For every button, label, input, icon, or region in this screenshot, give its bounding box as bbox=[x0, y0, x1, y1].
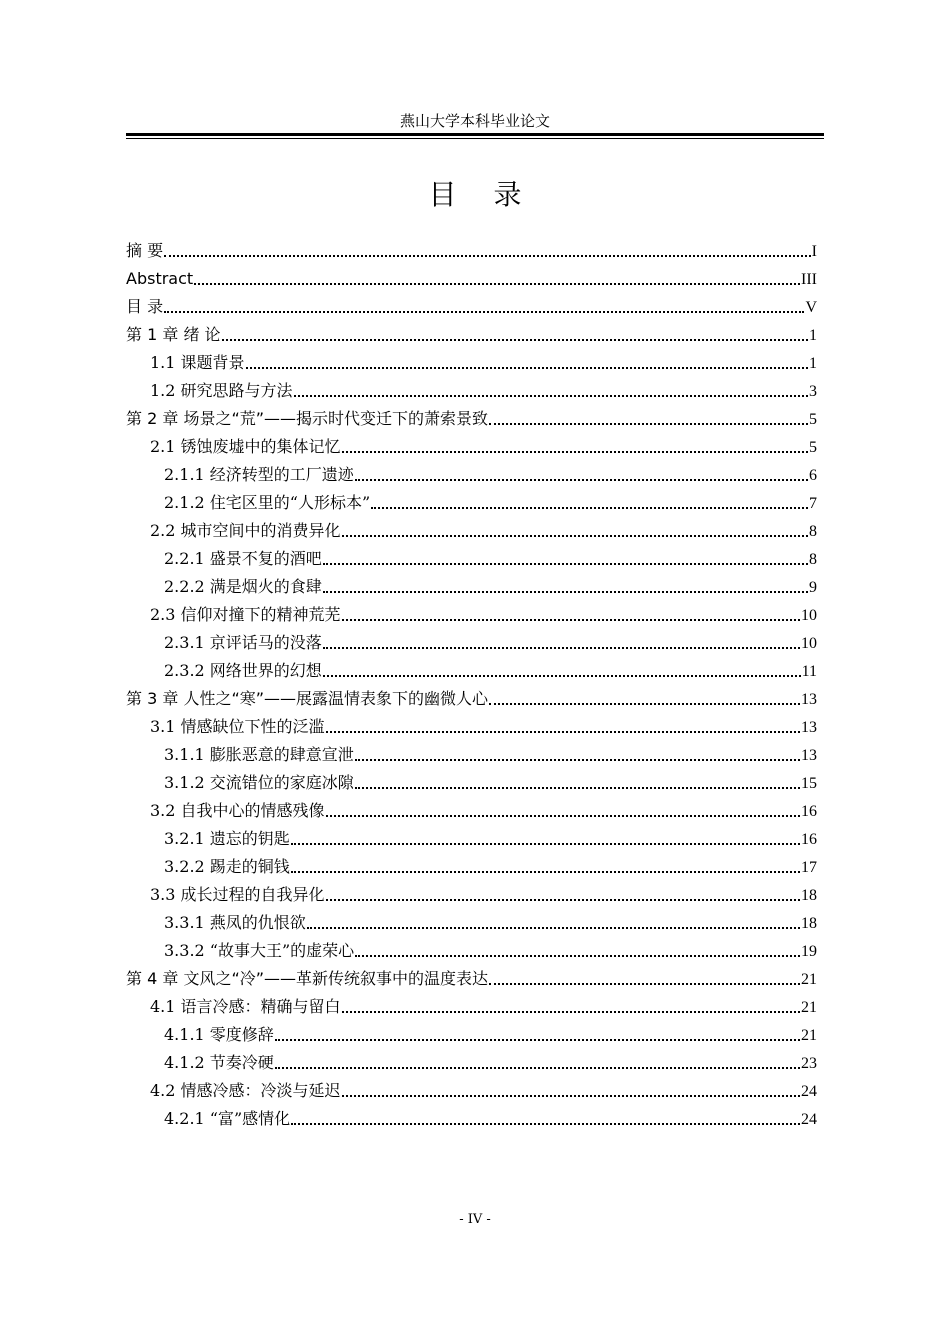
toc-entry[interactable] bbox=[126, 713, 817, 741]
toc-dot-leader bbox=[275, 1067, 800, 1069]
toc-entry-label: 4.2.1 “富”感情化 bbox=[164, 1109, 291, 1128]
toc-entry[interactable] bbox=[126, 825, 817, 853]
toc-entry-page: 11 bbox=[801, 663, 817, 680]
toc-dot-leader bbox=[323, 647, 800, 649]
toc-entry-label: 3.2.2 踢走的铜钱 bbox=[164, 857, 290, 876]
toc-entry[interactable] bbox=[126, 405, 817, 433]
toc-entry-label: 4.1.2 节奏冷硬 bbox=[164, 1053, 274, 1072]
toc-entry[interactable] bbox=[126, 1021, 817, 1049]
toc-entry-label: 1.2 研究思路与方法 bbox=[150, 381, 293, 400]
toc-dot-leader bbox=[194, 283, 800, 285]
toc-entry-label: 2.2 城市空间中的消费异化 bbox=[150, 521, 341, 540]
toc-entry[interactable] bbox=[126, 909, 817, 937]
toc-dot-leader bbox=[323, 563, 808, 565]
toc-entry-page: 24 bbox=[801, 1083, 817, 1100]
toc-entry[interactable] bbox=[126, 769, 817, 797]
toc-entry[interactable] bbox=[126, 853, 817, 881]
toc-dot-leader bbox=[342, 619, 800, 621]
toc-dot-leader bbox=[307, 927, 800, 929]
toc-dot-leader bbox=[291, 871, 800, 873]
header-rule-thick bbox=[126, 133, 824, 136]
toc-entry-label: 2.2.1 盛景不复的酒吧 bbox=[164, 549, 322, 568]
toc-entry-page: 15 bbox=[801, 775, 817, 792]
toc-entry-page: 21 bbox=[801, 1027, 817, 1044]
toc-dot-leader bbox=[291, 1123, 800, 1125]
toc-entry-label: 2.3.1 京评话马的没落 bbox=[164, 633, 322, 652]
toc-entry[interactable] bbox=[126, 797, 817, 825]
toc-entry-page: 13 bbox=[801, 691, 817, 708]
toc-entry-page: 3 bbox=[809, 383, 817, 400]
toc-entry-page: V bbox=[805, 299, 817, 316]
toc-entry-label: 目 录 bbox=[126, 297, 164, 316]
toc-entry-label: 第 4 章 文风之“冷”——革新传统叙事中的温度表达 bbox=[126, 969, 489, 988]
toc-entry-page: 6 bbox=[809, 467, 817, 484]
toc-entry-page: 8 bbox=[809, 523, 817, 540]
toc-entry-label: 3.1.2 交流错位的家庭冰隙 bbox=[164, 773, 354, 792]
toc-entry-page: 10 bbox=[801, 635, 817, 652]
toc-entry[interactable] bbox=[126, 377, 817, 405]
toc-dot-leader bbox=[342, 451, 808, 453]
toc-entry-label: 第 3 章 人性之“寒”——展露温情表象下的幽微人心 bbox=[126, 689, 489, 708]
toc-dot-leader bbox=[342, 1095, 800, 1097]
running-header: 燕山大学本科毕业论文 bbox=[399, 112, 550, 130]
toc-dot-leader bbox=[355, 955, 800, 957]
toc-entry-label: 摘 要 bbox=[126, 241, 164, 260]
toc-entry-page: I bbox=[811, 243, 817, 260]
toc-entry-page: 10 bbox=[801, 607, 817, 624]
toc-entry-label: 3.3.2 “故事大王”的虚荣心 bbox=[164, 941, 355, 960]
toc-dot-leader bbox=[291, 843, 800, 845]
toc-entry-page: 18 bbox=[801, 887, 817, 904]
toc-entry-label: 4.2 情感冷感：冷淡与延迟 bbox=[150, 1081, 341, 1100]
toc-dot-leader bbox=[326, 731, 800, 733]
toc-entry-page: 8 bbox=[809, 551, 817, 568]
toc-dot-leader bbox=[342, 535, 808, 537]
toc-dot-leader bbox=[342, 1011, 800, 1013]
toc-entry-label: 4.1.1 零度修辞 bbox=[164, 1025, 274, 1044]
toc-dot-leader bbox=[294, 395, 808, 397]
toc-entry-label: 第 2 章 场景之“荒”——揭示时代变迁下的萧索景致 bbox=[126, 409, 489, 428]
toc-entry[interactable] bbox=[126, 601, 817, 629]
toc-dot-leader bbox=[489, 983, 800, 985]
toc-dot-leader bbox=[164, 311, 804, 313]
toc-entry-page: 16 bbox=[801, 803, 817, 820]
toc-entry-label: 3.3.1 燕凤的仇恨欲 bbox=[164, 913, 306, 932]
page-title: 目 录 bbox=[428, 178, 536, 211]
toc-entry-label: 2.3.2 网络世界的幻想 bbox=[164, 661, 322, 680]
toc-entry[interactable] bbox=[126, 741, 817, 769]
toc-entry-label: 2.1 锈蚀废墟中的集体记忆 bbox=[150, 437, 341, 456]
toc-entry[interactable] bbox=[126, 265, 817, 293]
toc-entry[interactable] bbox=[126, 685, 817, 713]
toc-entry[interactable] bbox=[126, 1105, 817, 1133]
toc-entry[interactable] bbox=[126, 321, 817, 349]
toc-entry[interactable] bbox=[126, 433, 817, 461]
toc-entry-label: Abstract bbox=[126, 269, 194, 288]
toc-entry-page: 24 bbox=[801, 1111, 817, 1128]
toc-entry[interactable] bbox=[126, 349, 817, 377]
toc-dot-leader bbox=[326, 899, 800, 901]
toc-dot-leader bbox=[323, 675, 801, 677]
toc-entry[interactable] bbox=[126, 545, 817, 573]
toc-entry[interactable] bbox=[126, 1049, 817, 1077]
toc-entry-label: 3.1.1 膨胀恶意的肆意宣泄 bbox=[164, 745, 354, 764]
toc-entry-label: 2.3 信仰对撞下的精神荒芜 bbox=[150, 605, 341, 624]
toc-entry-label: 第 1 章 绪 论 bbox=[126, 325, 221, 344]
toc-dot-leader bbox=[326, 815, 800, 817]
toc-entry-label: 1.1 课题背景 bbox=[150, 353, 245, 372]
toc-dot-leader bbox=[246, 367, 808, 369]
toc-entry-page: 18 bbox=[801, 915, 817, 932]
toc-entry-label: 2.1.1 经济转型的工厂遗迹 bbox=[164, 465, 354, 484]
page-number: - IV - bbox=[459, 1212, 491, 1227]
toc-entry[interactable] bbox=[126, 881, 817, 909]
toc-dot-leader bbox=[371, 507, 808, 509]
toc-entry-page: III bbox=[801, 271, 817, 288]
toc-entry-page: 21 bbox=[801, 971, 817, 988]
toc-dot-leader bbox=[275, 1039, 800, 1041]
toc-dot-leader bbox=[222, 339, 808, 341]
header-rule-thin bbox=[126, 138, 824, 139]
toc-entry-label: 2.2.2 满是烟火的食肆 bbox=[164, 577, 322, 596]
toc-entry-page: 5 bbox=[809, 439, 817, 456]
toc-entry[interactable] bbox=[126, 993, 817, 1021]
toc-dot-leader bbox=[164, 255, 811, 257]
toc-entry-label: 3.1 情感缺位下性的泛滥 bbox=[150, 717, 325, 736]
toc-entry-page: 7 bbox=[809, 495, 817, 512]
toc-entry[interactable] bbox=[126, 657, 817, 685]
toc-entry[interactable] bbox=[126, 629, 817, 657]
table-of-contents bbox=[126, 237, 817, 1133]
toc-entry-page: 5 bbox=[809, 411, 817, 428]
toc-entry-page: 19 bbox=[801, 943, 817, 960]
toc-entry-page: 23 bbox=[801, 1055, 817, 1072]
toc-dot-leader bbox=[489, 703, 800, 705]
toc-entry-page: 13 bbox=[801, 719, 817, 736]
toc-dot-leader bbox=[355, 479, 808, 481]
toc-entry[interactable] bbox=[126, 573, 817, 601]
toc-dot-leader bbox=[489, 423, 808, 425]
toc-entry[interactable] bbox=[126, 461, 817, 489]
toc-entry-label: 2.1.2 住宅区里的“人形标本” bbox=[164, 493, 371, 512]
toc-entry-page: 1 bbox=[809, 355, 817, 372]
toc-entry-page: 16 bbox=[801, 831, 817, 848]
toc-entry-page: 21 bbox=[801, 999, 817, 1016]
toc-entry-page: 17 bbox=[801, 859, 817, 876]
toc-entry-page: 9 bbox=[809, 579, 817, 596]
toc-entry-label: 4.1 语言冷感：精确与留白 bbox=[150, 997, 341, 1016]
toc-entry-label: 3.3 成长过程的自我异化 bbox=[150, 885, 325, 904]
toc-entry[interactable] bbox=[126, 965, 817, 993]
toc-entry[interactable] bbox=[126, 293, 817, 321]
toc-entry-page: 13 bbox=[801, 747, 817, 764]
toc-entry[interactable] bbox=[126, 517, 817, 545]
toc-entry-label: 3.2.1 遗忘的钥匙 bbox=[164, 829, 290, 848]
toc-dot-leader bbox=[355, 759, 800, 761]
toc-entry[interactable] bbox=[126, 237, 817, 265]
toc-entry[interactable] bbox=[126, 937, 817, 965]
toc-entry-label: 3.2 自我中心的情感残像 bbox=[150, 801, 325, 820]
toc-entry-page: 1 bbox=[809, 327, 817, 344]
toc-dot-leader bbox=[355, 787, 800, 789]
toc-entry[interactable] bbox=[126, 489, 817, 517]
toc-dot-leader bbox=[323, 591, 808, 593]
toc-entry[interactable] bbox=[126, 1077, 817, 1105]
